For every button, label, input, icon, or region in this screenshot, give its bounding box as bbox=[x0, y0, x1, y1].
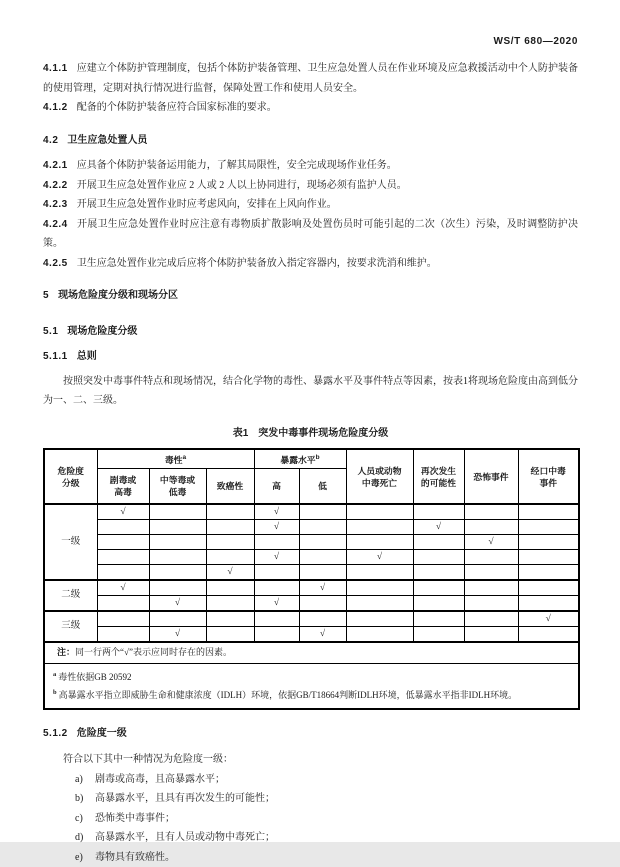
check-cell bbox=[97, 627, 149, 643]
th-risk-level: 危险度 分级 bbox=[44, 449, 97, 504]
check-cell bbox=[413, 504, 464, 520]
clause-4-2-3 bbox=[43, 195, 578, 215]
clause-number: 4.1.1 bbox=[43, 63, 68, 74]
table-caption bbox=[43, 424, 578, 444]
check-cell bbox=[149, 535, 206, 550]
check-cell bbox=[299, 520, 346, 535]
th-high: 高 bbox=[254, 469, 299, 505]
clause-number: 4.2.3 bbox=[43, 199, 68, 210]
check-cell: √ bbox=[97, 580, 149, 596]
heading-number: 5 bbox=[43, 290, 49, 301]
heading-title: 现场危险度分级 bbox=[67, 326, 137, 337]
check-cell bbox=[254, 565, 299, 581]
check-cell bbox=[346, 504, 413, 520]
table-footnotes bbox=[44, 663, 579, 709]
check-cell bbox=[206, 535, 254, 550]
check-cell: √ bbox=[518, 611, 579, 627]
check-cell: √ bbox=[299, 627, 346, 643]
list-item-b: b) 高暴露水平，且具有再次发生的可能性； bbox=[75, 789, 578, 809]
heading-number: 5.1.2 bbox=[43, 728, 68, 739]
clause-number: 4.2.1 bbox=[43, 160, 68, 171]
clause-4-1-1 bbox=[43, 59, 578, 98]
clause-text: 应具备个体防护装备运用能力，了解其局限性，安全完成现场作业任务。 bbox=[77, 160, 397, 171]
clause-number: 4.1.2 bbox=[43, 102, 68, 113]
footnote-a: $^a$ 毒性依据GB 20592 bbox=[53, 667, 570, 686]
clause-4-2-2 bbox=[43, 176, 578, 196]
th-oral: 经口中毒 事件 bbox=[518, 449, 579, 504]
clause-4-2-1 bbox=[43, 156, 578, 176]
check-cell bbox=[413, 580, 464, 596]
heading-5-1-1 bbox=[43, 347, 578, 367]
check-cell: √ bbox=[254, 550, 299, 565]
check-cell bbox=[254, 611, 299, 627]
heading-title: 危险度一级 bbox=[77, 728, 127, 739]
list-item-a: a) 剧毒或高毒，且高暴露水平； bbox=[75, 770, 578, 790]
check-cell bbox=[97, 565, 149, 581]
check-cell bbox=[149, 550, 206, 565]
check-cell bbox=[464, 550, 518, 565]
list-item-e: e) 毒物具有致癌性。 bbox=[75, 848, 578, 867]
th-severe-toxic: 剧毒或 高毒 bbox=[97, 469, 149, 505]
heading-number: 5.1 bbox=[43, 326, 58, 337]
check-cell bbox=[518, 504, 579, 520]
check-cell: √ bbox=[149, 596, 206, 612]
footnote-b: $^b$ 高暴露水平指立即威胁生命和健康浓度（IDLH）环境，依据GB/T18664判断IDLH环境，低暴露水平指非IDLH环境。 bbox=[53, 685, 570, 704]
check-cell bbox=[206, 520, 254, 535]
check-cell bbox=[346, 627, 413, 643]
check-cell bbox=[149, 504, 206, 520]
check-cell bbox=[413, 627, 464, 643]
check-cell bbox=[299, 596, 346, 612]
th-exposure: 暴露水平$^b$ bbox=[254, 449, 346, 469]
check-cell bbox=[464, 580, 518, 596]
group-label-level-2: 二级 bbox=[44, 580, 97, 611]
clause-text: 开展卫生应急处置作业时应注意有毒物质扩散影响及处置伤员时可能引起的二次（次生）污染，及时调整防护决策。 bbox=[43, 219, 578, 250]
clause-number: 4.2.5 bbox=[43, 258, 68, 269]
check-cell bbox=[346, 520, 413, 535]
check-cell bbox=[299, 611, 346, 627]
check-cell bbox=[299, 535, 346, 550]
check-cell bbox=[149, 520, 206, 535]
check-cell bbox=[464, 520, 518, 535]
check-cell bbox=[206, 627, 254, 643]
table-caption-label: 表1 bbox=[233, 428, 249, 439]
check-cell bbox=[518, 520, 579, 535]
heading-4-2 bbox=[43, 131, 578, 151]
paragraph-5-1-2-intro: 符合以下其中一种情况为危险度一级： bbox=[63, 750, 578, 770]
th-carcinogenic: 致癌性 bbox=[206, 469, 254, 505]
check-cell: √ bbox=[254, 596, 299, 612]
heading-number: 4.2 bbox=[43, 135, 58, 146]
check-cell: √ bbox=[346, 550, 413, 565]
check-cell: √ bbox=[97, 504, 149, 520]
check-cell bbox=[149, 565, 206, 581]
check-cell bbox=[97, 535, 149, 550]
th-terror: 恐怖事件 bbox=[464, 449, 518, 504]
check-cell: √ bbox=[254, 520, 299, 535]
check-cell bbox=[518, 535, 579, 550]
list-item-d: d) 高暴露水平，且有人员或动物中毒死亡； bbox=[75, 828, 578, 848]
paragraph-5-1-1: 按照突发中毒事件特点和现场情况，结合化学物的毒性、暴露水平及事件特点等因素，按表1将现场危险度由高到低分为一、二、三级。 bbox=[43, 372, 578, 411]
check-cell: √ bbox=[254, 504, 299, 520]
check-cell bbox=[97, 520, 149, 535]
check-cell bbox=[97, 550, 149, 565]
group-label-level-3: 三级 bbox=[44, 611, 97, 642]
check-cell bbox=[518, 627, 579, 643]
check-cell bbox=[413, 611, 464, 627]
check-cell bbox=[149, 611, 206, 627]
check-cell bbox=[254, 627, 299, 643]
th-recurrence: 再次发生 的可能性 bbox=[413, 449, 464, 504]
heading-title: 总则 bbox=[77, 351, 97, 362]
check-cell bbox=[346, 580, 413, 596]
check-cell: √ bbox=[464, 535, 518, 550]
check-cell bbox=[518, 565, 579, 581]
clause-4-2-5 bbox=[43, 254, 578, 274]
clause-text: 应建立个体防护管理制度，包括个体防护装备管理、卫生应急处置人员在作业环境及应急救援活动中个人防护装备的使用管理，定期对执行情况进行监督，保障处置工作和使用人员安全。 bbox=[43, 63, 578, 94]
clause-number: 4.2.2 bbox=[43, 180, 68, 191]
clause-text: 开展卫生应急处置作业应 2 人或 2 人以上协同进行，现场必须有监护人员。 bbox=[77, 180, 407, 191]
check-cell bbox=[413, 596, 464, 612]
check-cell bbox=[254, 580, 299, 596]
check-cell: √ bbox=[413, 520, 464, 535]
check-cell bbox=[346, 535, 413, 550]
check-cell bbox=[464, 504, 518, 520]
standard-number: WS/T 680—2020 bbox=[43, 36, 578, 48]
th-death: 人员或动物 中毒死亡 bbox=[346, 449, 413, 504]
check-cell bbox=[97, 596, 149, 612]
check-cell bbox=[206, 611, 254, 627]
table-note: 注：同一行两个“√”表示应同时存在的因素。 bbox=[44, 642, 579, 663]
heading-title: 卫生应急处置人员 bbox=[67, 135, 147, 146]
table-caption-title: 突发中毒事件现场危险度分级 bbox=[258, 428, 388, 439]
check-cell bbox=[518, 596, 579, 612]
check-cell bbox=[346, 611, 413, 627]
heading-title: 现场危险度分级和现场分区 bbox=[58, 290, 178, 301]
th-moderate-toxic: 中等毒或 低毒 bbox=[149, 469, 206, 505]
risk-classification-table bbox=[43, 448, 580, 710]
check-cell bbox=[346, 565, 413, 581]
clause-4-2-4 bbox=[43, 215, 578, 254]
check-cell bbox=[518, 550, 579, 565]
heading-number: 5.1.1 bbox=[43, 351, 68, 362]
check-cell bbox=[464, 611, 518, 627]
footnote-ref-b: b bbox=[316, 454, 320, 461]
clause-number: 4.2.4 bbox=[43, 219, 68, 230]
check-cell bbox=[464, 565, 518, 581]
check-cell bbox=[299, 550, 346, 565]
clause-text: 卫生应急处置作业完成后应将个体防护装备放入指定容器内，按要求洗消和维护。 bbox=[77, 258, 437, 269]
check-cell bbox=[413, 535, 464, 550]
clause-text: 配备的个体防护装备应符合国家标准的要求。 bbox=[77, 102, 277, 113]
check-cell bbox=[299, 565, 346, 581]
check-cell bbox=[413, 565, 464, 581]
check-cell bbox=[149, 580, 206, 596]
check-cell bbox=[206, 550, 254, 565]
check-cell: √ bbox=[149, 627, 206, 643]
check-cell bbox=[413, 550, 464, 565]
check-cell bbox=[206, 504, 254, 520]
check-cell bbox=[206, 596, 254, 612]
check-cell bbox=[346, 596, 413, 612]
heading-5-1-2 bbox=[43, 724, 578, 744]
group-label-level-1: 一级 bbox=[44, 504, 97, 580]
clause-text: 开展卫生应急处置作业时应考虑风向，安排在上风向作业。 bbox=[77, 199, 337, 210]
check-cell bbox=[206, 580, 254, 596]
check-cell bbox=[97, 611, 149, 627]
footnote-ref-a: a bbox=[182, 454, 186, 461]
check-cell bbox=[518, 580, 579, 596]
list-item-c: c) 恐怖类中毒事件； bbox=[75, 809, 578, 829]
th-toxicity: 毒性$^a$ bbox=[97, 449, 254, 469]
check-cell: √ bbox=[206, 565, 254, 581]
th-low: 低 bbox=[299, 469, 346, 505]
list-5-1-2 bbox=[43, 770, 578, 867]
check-cell bbox=[464, 627, 518, 643]
check-cell bbox=[254, 535, 299, 550]
check-cell bbox=[299, 504, 346, 520]
heading-5 bbox=[43, 286, 578, 306]
check-cell: √ bbox=[299, 580, 346, 596]
clause-4-1-2 bbox=[43, 98, 578, 118]
check-cell bbox=[464, 596, 518, 612]
heading-5-1 bbox=[43, 322, 578, 342]
